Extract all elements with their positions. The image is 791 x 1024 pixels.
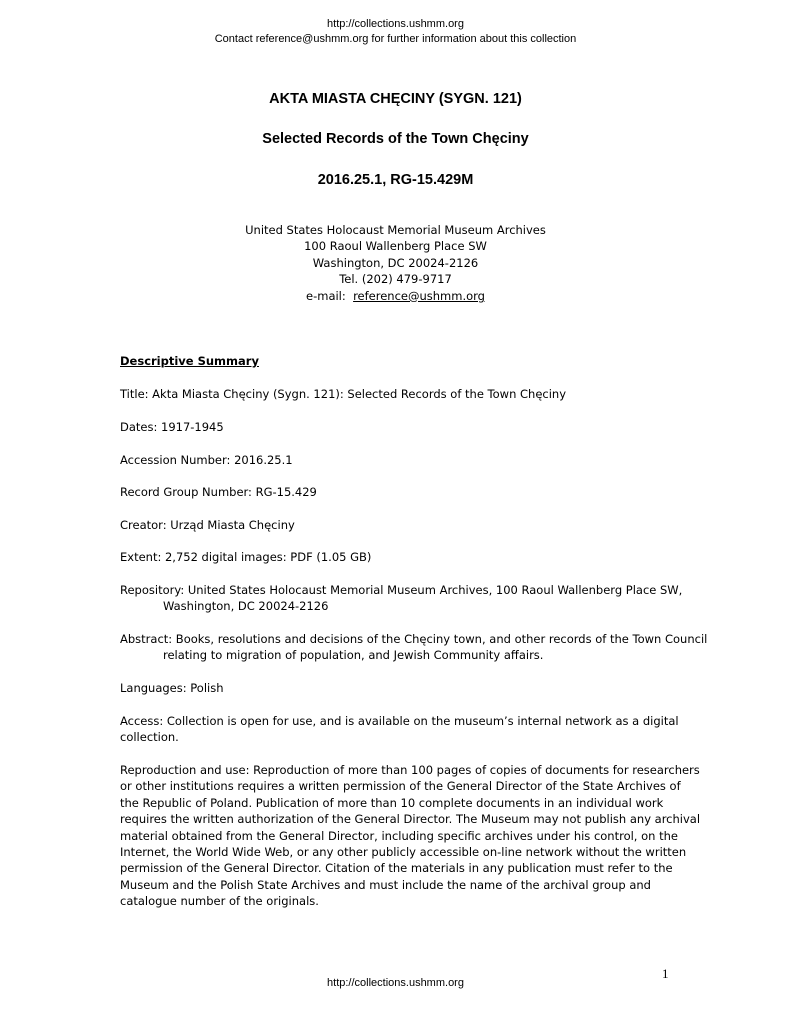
repro-line: Reproduction and use: Reproduction of more than 100 pages of copies of documents for researchers: [120, 763, 700, 777]
access-line-1: Access: Collection is open for use, and is available on the museum’s internal network as a digital: [120, 714, 679, 728]
abstract-line-1: Abstract: Books, resolutions and decisions of the Chęciny town, and other records of the Town Council: [120, 632, 708, 646]
header-contact: Contact reference@ushmm.org for further information about this collection: [214, 33, 577, 45]
title-ids: 2016.25.1, RG-15.429M: [317, 172, 474, 188]
repro-line: requires the written authorization of the General Director. The Museum may not publish any archival: [120, 812, 701, 827]
address-line-4: Tel. (202) 479-9717: [339, 272, 452, 287]
field-abstract: [120, 631, 708, 664]
abstract-line-2: relating to migration of population, and Jewish Community affairs.: [163, 648, 544, 663]
field-repository: [120, 582, 690, 615]
field-languages: Languages: Polish: [120, 681, 224, 695]
repro-line: or other institutions requires a written permission of the General Director of the State Archives of: [120, 779, 681, 794]
footer-url[interactable]: http://collections.ushmm.org: [327, 977, 464, 989]
repro-line: catalogue number of the originals.: [120, 894, 319, 909]
address-block: [0, 222, 791, 304]
address-email-line: [0, 288, 791, 304]
repository-line-1: Repository: United States Holocaust Memorial Museum Archives, 100 Raoul Wallenberg Place SW,: [120, 583, 683, 597]
email-label: e-mail:: [306, 288, 354, 303]
repro-line: material obtained from the General Director, including specific archives under his control, on the: [120, 828, 678, 843]
field-reproduction: [120, 762, 701, 910]
repro-line: permission of the General Director. Citation of the materials in any publication must refer to the: [120, 861, 673, 876]
address-line-2: 100 Raoul Wallenberg Place SW: [304, 239, 487, 254]
field-record-group: Record Group Number: RG-15.429: [120, 485, 317, 499]
header-url[interactable]: http://collections.ushmm.org: [327, 18, 464, 30]
page-number: 1: [662, 966, 669, 981]
repro-line: the Republic of Poland. Publication of more than 10 complete documents in an individual work: [120, 795, 664, 810]
field-extent: Extent: 2,752 digital images: PDF (1.05 GB): [120, 550, 372, 564]
repository-line-2: Washington, DC 20024-2126: [163, 599, 329, 614]
address-line-3: Washington, DC 20024-2126: [312, 255, 479, 270]
email-link[interactable]: reference@ushmm.org: [353, 288, 485, 303]
field-title: Title: Akta Miasta Chęciny (Sygn. 121): Selected Records of the Town Chęciny: [120, 387, 567, 401]
field-access: [120, 713, 690, 746]
access-line-2: collection.: [120, 730, 179, 745]
section-heading: Descriptive Summary: [120, 354, 259, 368]
field-dates: Dates: 1917-1945: [120, 420, 224, 434]
title-polish: AKTA MIASTA CHĘCINY (SYGN. 121): [269, 91, 522, 107]
field-creator: Creator: Urząd Miasta Chęciny: [120, 518, 295, 532]
field-accession: Accession Number: 2016.25.1: [120, 453, 293, 467]
address-line-1: United States Holocaust Memorial Museum Archives: [245, 223, 546, 237]
repro-line: Museum and the Polish State Archives and must include the name of the archival group and: [120, 877, 651, 892]
title-english: Selected Records of the Town Chęciny: [262, 131, 529, 147]
repro-line: Internet, the World Wide Web, or any other publicly accessible on-line network without the written: [120, 845, 687, 860]
